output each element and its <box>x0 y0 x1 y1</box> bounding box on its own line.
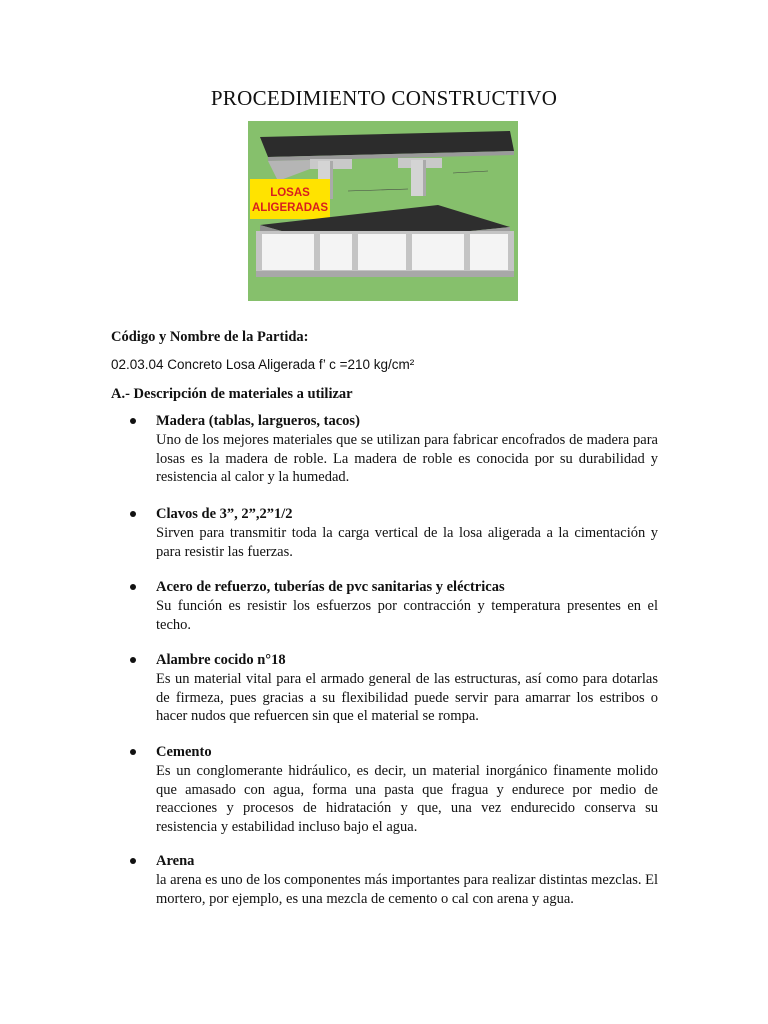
figure-badge-line1: LOSAS <box>270 187 310 199</box>
partida-code: 02.03.04 Concreto Losa Aligerada f’ c =210 kg/cm² <box>111 357 415 372</box>
material-description: Su función es resistir los esfuerzos por contracción y temperatura presentes en el techo. <box>156 598 658 633</box>
material-description: Es un conglomerante hidráulico, es decir, un material inorgánico finamente molido que amasado con agua, forma una pasta que fragua y endurece por medio de reacciones y procesos de hidratación y que, una vez endurecido conserva su resistencia y estabilidad incluso bajo el agua. <box>156 763 658 835</box>
bullet-icon <box>130 858 136 864</box>
figure-badge-line2: ALIGERADAS <box>251 202 329 214</box>
material-title: Alambre cocido n°18 <box>156 652 286 668</box>
losas-aligeradas-illustration <box>248 121 518 301</box>
material-description: Es un material vital para el armado general de las estructuras, así como para dotarlas de firmeza, pues gracias a su flexibilidad puede servir para amarrar los estribos o hacer nudos que refuercen sin que el material se rompa. <box>156 671 658 724</box>
material-description: Uno de los mejores materiales que se utilizan para fabricar encofrados de madera para losas es la madera de roble. La madera de roble es conocida por su durabilidad y resistencia al calor y la humedad. <box>156 432 658 485</box>
bullet-icon <box>130 511 136 517</box>
section-a-heading: A.- Descripción de materiales a utilizar <box>111 386 353 402</box>
material-description: la arena es uno de los componentes más importantes para realizar distintas mezclas. El mortero, por ejemplo, es una mezcla de cemento o cal con arena y agua. <box>156 872 658 907</box>
material-title: Cemento <box>156 744 212 760</box>
bullet-icon <box>130 418 136 424</box>
bullet-icon <box>130 584 136 590</box>
material-title: Madera (tablas, largueros, tacos) <box>156 413 360 429</box>
partida-heading: Código y Nombre de la Partida: <box>111 329 309 345</box>
material-title: Acero de refuerzo, tuberías de pvc sanitarias y eléctricas <box>156 579 505 595</box>
page-title: PROCEDIMIENTO CONSTRUCTIVO <box>210 86 558 110</box>
material-title: Arena <box>156 853 195 869</box>
bullet-icon <box>130 657 136 663</box>
material-description: Sirven para transmitir toda la carga vertical de la losa aligerada a la cimentación y para resistir las fuerzas. <box>156 525 658 560</box>
material-title: Clavos de 3”, 2”,2”1/2 <box>156 506 293 522</box>
bullet-icon <box>130 749 136 755</box>
